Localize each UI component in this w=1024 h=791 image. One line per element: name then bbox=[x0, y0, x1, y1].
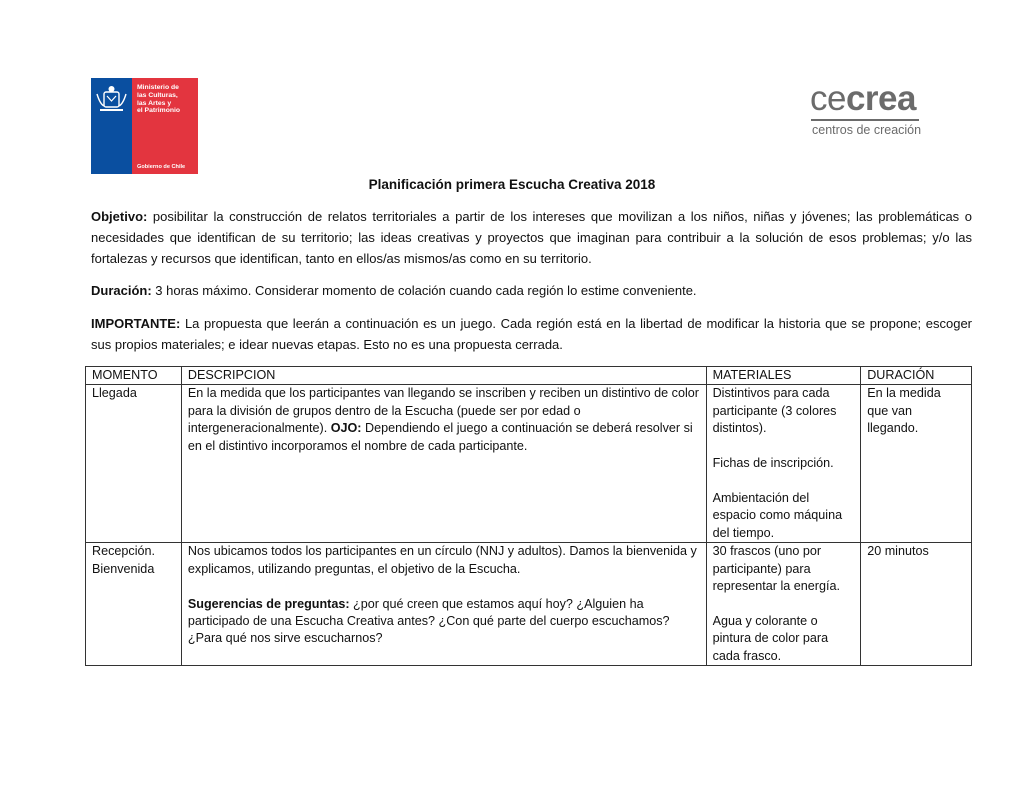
cecrea-wordmark bbox=[810, 80, 930, 118]
material-item: Ambientación del espacio como máquina del tiempo. bbox=[712, 490, 843, 540]
row-description bbox=[181, 543, 706, 666]
ministry-logo bbox=[91, 78, 198, 174]
header-moment: MOMENTO bbox=[86, 367, 182, 385]
cecrea-wordmark-light: ce bbox=[810, 79, 846, 118]
row-materials bbox=[706, 385, 861, 543]
header-materials: MATERIALES bbox=[706, 367, 861, 385]
coat-of-arms-icon bbox=[95, 84, 128, 114]
cecrea-logo bbox=[810, 80, 930, 137]
moment-line: Bienvenida bbox=[92, 561, 155, 576]
spacer bbox=[713, 438, 855, 455]
description-suggestions bbox=[188, 596, 700, 648]
objective-text: posibilitar la construcción de relatos territoriales a partir de los intereses que movilizan a los niños, niñas y jóvenes; las problemáticas o necesidades que identifican de su territorio; las ideas creativas y proyectos que imaginan para contribuir a la solución de esos problemas; y/o las fortalezas y recursos que identifican, tanto en ellos/as mismos/as como en su territorio. bbox=[91, 209, 972, 266]
ministry-name-line: las Artes y bbox=[137, 99, 172, 107]
cecrea-tagline: centros de creación bbox=[812, 123, 922, 137]
cecrea-wordmark-bold: crea bbox=[845, 79, 916, 118]
objective-label: Objetivo: bbox=[91, 209, 148, 224]
description-label: Sugerencias de preguntas: bbox=[187, 596, 350, 611]
important-label: IMPORTANTE: bbox=[91, 316, 181, 331]
header-description: DESCRIPCION bbox=[181, 367, 706, 385]
table-row bbox=[86, 385, 972, 543]
duration-paragraph bbox=[91, 280, 972, 301]
description-text: En la medida que los participantes van llegando se inscriben y reciben un distintivo de color para la división de grupos dentro de la Escucha (puede ser por edad o intergeneracionalmente). bbox=[187, 386, 699, 436]
row-moment bbox=[86, 543, 182, 666]
material-item: Fichas de inscripción. bbox=[712, 456, 834, 471]
description-text: Nos ubicamos todos los participantes en un círculo (NNJ y adultos). Damos la bienvenida y explicamos, utilizando preguntas, el objetivo de la Escucha. bbox=[187, 544, 697, 576]
table-row bbox=[86, 543, 972, 666]
ministry-name-line: Ministerio de bbox=[137, 84, 179, 91]
ministry-logo-blue-panel bbox=[91, 78, 132, 174]
material-item: 30 frascos (uno por participante) para representar la energía. bbox=[712, 544, 840, 594]
duration-text: 3 horas máximo. Considerar momento de colación cuando cada región lo estime conveniente. bbox=[151, 283, 697, 298]
ministry-name-line: las Culturas, bbox=[137, 91, 178, 99]
government-label: Gobierno de Chile bbox=[137, 164, 186, 170]
row-moment: Llegada bbox=[86, 385, 182, 543]
row-description bbox=[181, 385, 706, 543]
material-item: Distintivos para cada participante (3 colores distintos). bbox=[712, 386, 837, 436]
description-text: Dependiendo el juego a continuación se deberá resolver si en el distintivo incorporamos el nombre de cada participante. bbox=[187, 421, 693, 453]
ministry-logo-red-panel bbox=[132, 78, 198, 174]
material-item: Agua y colorante o pintura de color para cada frasco. bbox=[712, 614, 829, 663]
description-label: OJO: bbox=[330, 421, 362, 436]
header-duration: DURACIÓN bbox=[861, 367, 972, 385]
spacer bbox=[713, 472, 855, 489]
description-text: ¿por qué creen que estamos aquí hoy? ¿Alguien ha participado de una Escucha Creativa antes? ¿Con qué parte del cuerpo escuchamos? ¿Para qué nos sirve escucharnos? bbox=[187, 596, 670, 646]
moment-line: Recepción. bbox=[92, 544, 156, 559]
table-header-row bbox=[86, 367, 972, 385]
row-duration: En la medida que van llegando. bbox=[861, 385, 972, 543]
cecrea-divider bbox=[811, 119, 919, 121]
duration-label: Duración: bbox=[91, 283, 152, 298]
spacer bbox=[713, 596, 855, 613]
document-title: Planificación primera Escucha Creativa 2018 bbox=[368, 177, 656, 192]
row-materials bbox=[706, 543, 861, 666]
ministry-name-line: el Patrimonio bbox=[137, 107, 181, 115]
planning-table bbox=[85, 366, 972, 666]
ministry-name bbox=[137, 84, 199, 115]
important-paragraph bbox=[91, 313, 972, 355]
objective-paragraph bbox=[91, 206, 972, 269]
row-duration: 20 minutos bbox=[861, 543, 972, 666]
spacer bbox=[188, 578, 700, 595]
important-text: La propuesta que leerán a continuación es un juego. Cada región está en la libertad de modificar la historia que se propone; escoger sus propios materiales; e idear nuevas etapas. Esto no es una propuesta cerrada. bbox=[91, 316, 972, 352]
